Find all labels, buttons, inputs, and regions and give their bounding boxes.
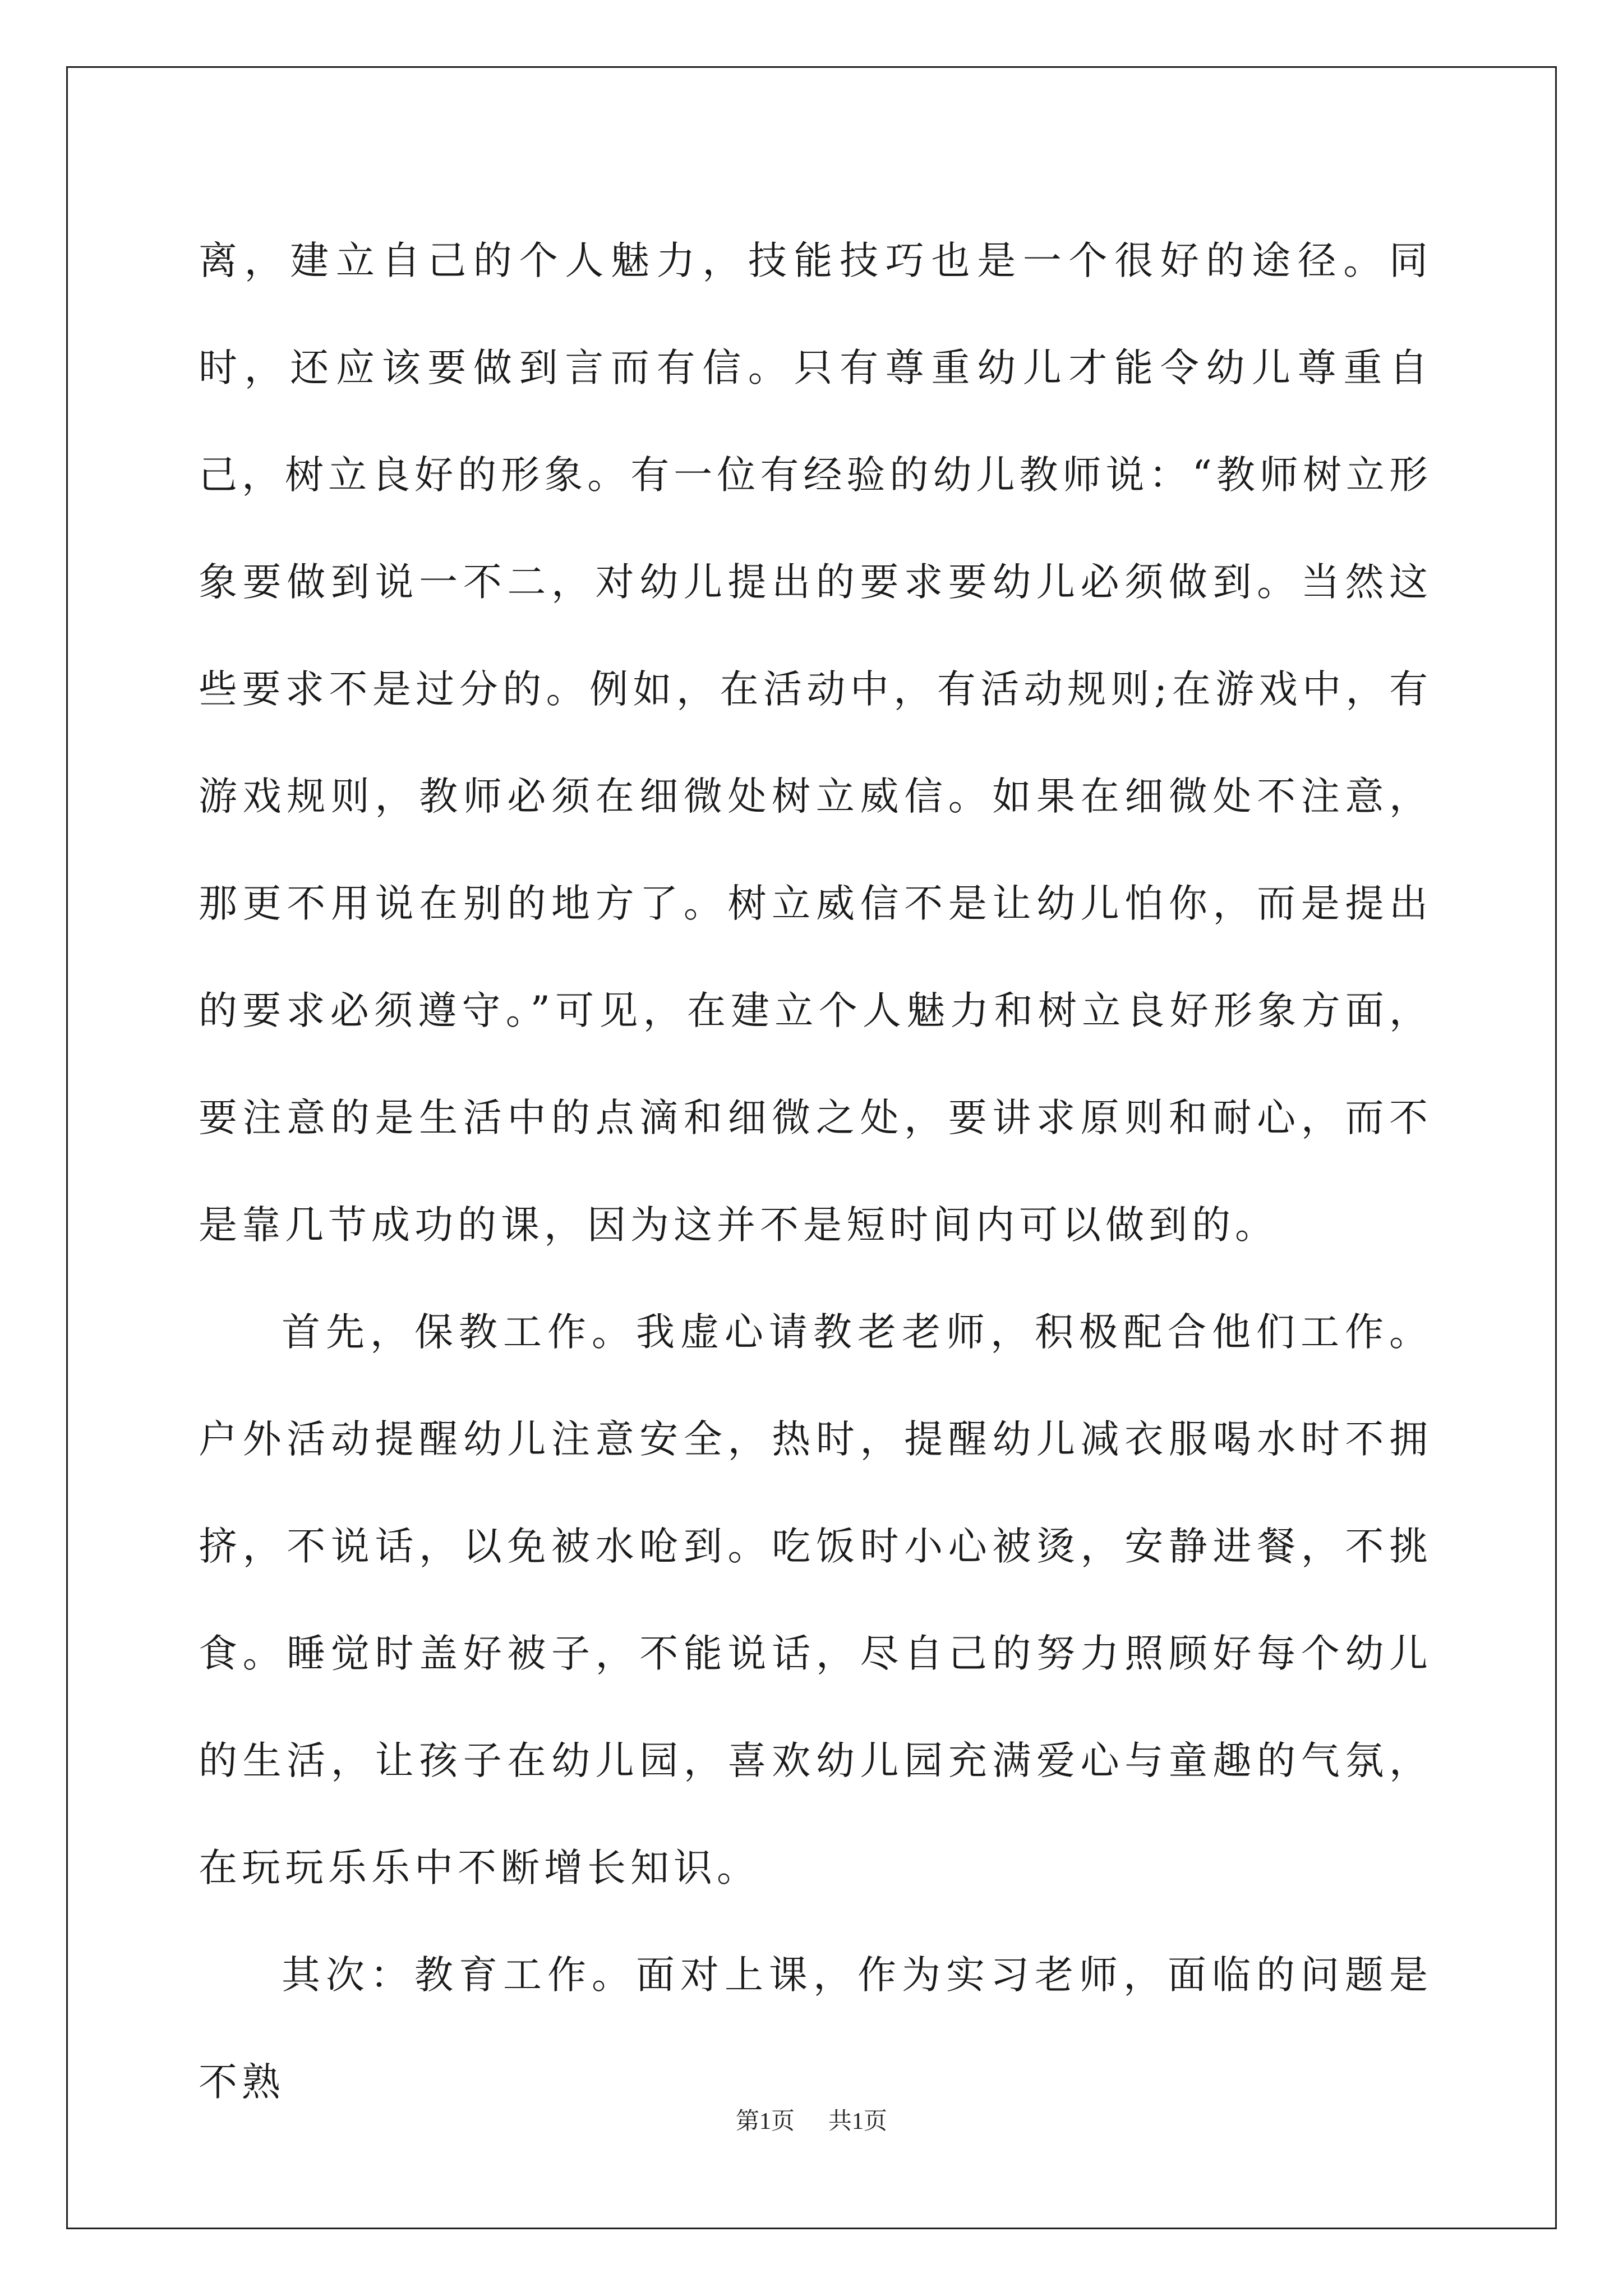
paragraph-2: 首先，保教工作。我虚心请教老老师，积极配合他们工作。户外活动提醒幼儿注意安全，热时，提醒幼儿减衣服喝水时不拥挤，不说话，以免被水呛到。吃饭时小心被烫，安静进餐，不挑食。睡觉时盖好被子，不能说话，尽自己的努力照顾好每个幼儿的生活，让孩子在幼儿园，喜欢幼儿园充满爱心与童趣的气氛，在玩玩乐乐中不断增长知识。: [199, 1310, 1432, 1890]
page-number-current: 第1页: [735, 2109, 795, 2134]
paragraph-1: 离，建立自己的个人魅力，技能技巧也是一个很好的途径。同时，还应该要做到言而有信。只有尊重幼儿才能令幼儿尊重自己，树立良好的形象。有一位有经验的幼儿教师说：“教师树立形象要做到说一不二，对幼儿提出的要求要幼儿必须做到。当然这些要求不是过分的。例如，在活动中，有活动规则;在游戏中，有游戏规则，教师必须在细微处树立威信。如果在细微处不注意，那更不用说在别的地方了。树立威信不是让幼儿怕你，而是提出的要求必须遵守。”可见，在建立个人魅力和树立良好形象方面，要注意的是生活中的点滴和细微之处，要讲求原则和耐心，而不是靠几节成功的课，因为这并不是短时间内可以做到的。: [199, 238, 1432, 1248]
page-footer: [0, 2105, 1623, 2138]
paragraph-3: 其次：教育工作。面对上课，作为实习老师，面临的问题是不熟: [199, 1953, 1432, 2105]
document-body: [199, 208, 1432, 2136]
page-number-total: 共1页: [828, 2109, 888, 2134]
